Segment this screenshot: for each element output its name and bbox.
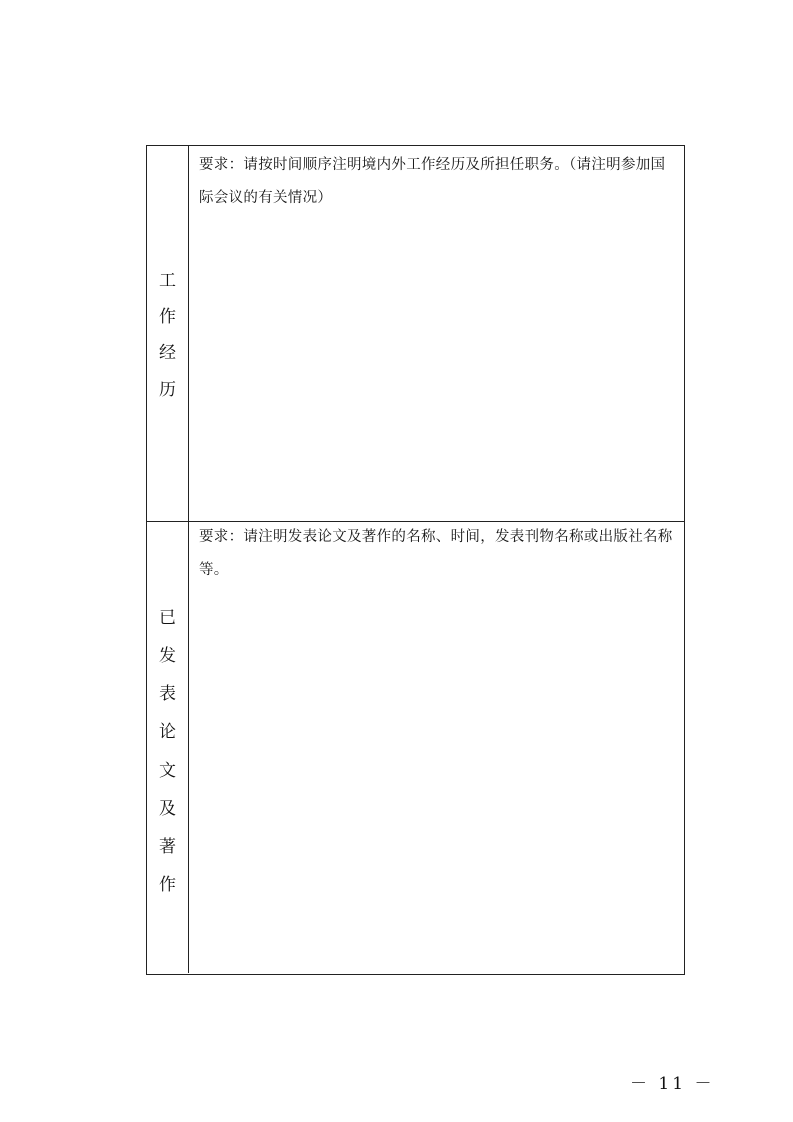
work-experience-requirement: 要求：请按时间顺序注明境内外工作经历及所担任职务。（请注明参加国际会议的有关情况） bbox=[199, 157, 666, 206]
form-table bbox=[146, 145, 685, 975]
label-char: 文 bbox=[159, 761, 176, 781]
work-experience-content-area[interactable] bbox=[189, 146, 684, 521]
label-char: 发 bbox=[159, 646, 176, 666]
label-char: 历 bbox=[159, 380, 176, 400]
label-char: 及 bbox=[159, 799, 176, 819]
publications-label bbox=[147, 522, 189, 973]
publications-requirement: 要求：请注明发表论文及著作的名称、时间，发表刊物名称或出版社名称等。 bbox=[199, 529, 673, 578]
work-experience-label bbox=[147, 146, 189, 521]
label-char: 表 bbox=[159, 684, 176, 704]
label-char: 已 bbox=[159, 608, 176, 628]
label-char: 著 bbox=[159, 837, 176, 857]
label-char: 作 bbox=[159, 875, 176, 895]
publications-section bbox=[147, 522, 684, 973]
page-number: － 11 － bbox=[630, 1074, 715, 1094]
publications-content-area[interactable] bbox=[189, 522, 684, 973]
label-char: 作 bbox=[159, 307, 176, 327]
label-char: 论 bbox=[159, 722, 176, 742]
label-char: 经 bbox=[159, 343, 176, 363]
label-char: 工 bbox=[159, 271, 176, 291]
work-experience-section bbox=[147, 146, 684, 522]
